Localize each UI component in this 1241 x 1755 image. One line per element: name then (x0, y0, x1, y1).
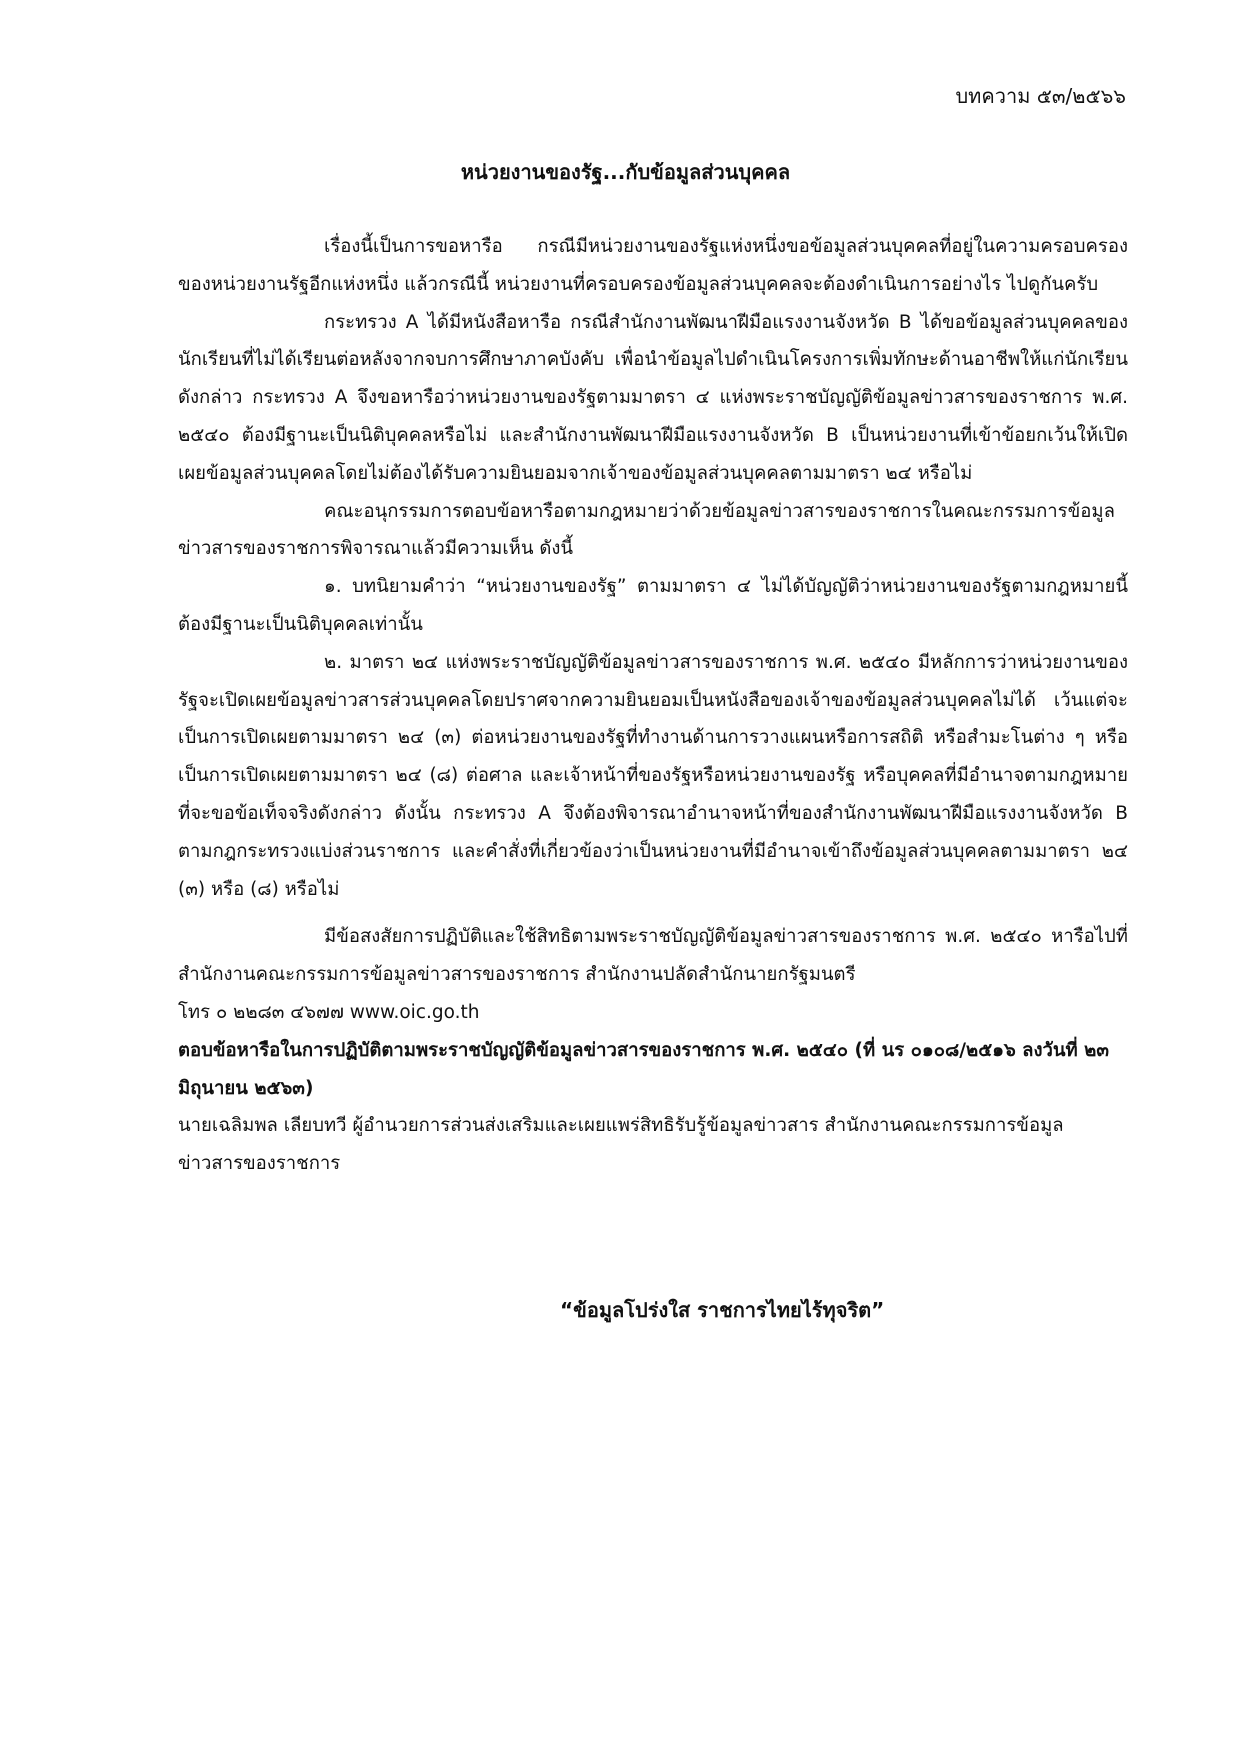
article-title: หน่วยงานของรัฐ...กับข้อมูลส่วนบุคคล (460, 160, 791, 184)
contact-line: โทร ๐ ๒๒๘๓ ๔๖๗๗ www.oic.go.th (178, 1001, 480, 1023)
article-number: บทความ ๕๓/๒๕๖๖ (955, 84, 1126, 108)
reference-citation: ตอบข้อหารือในการปฏิบัติตามพระราชบัญญัติข้อมูลข่าวสารของราชการ พ.ศ. ๒๕๔๐ (ที่ นร ๐๑๐๘/๒๕๑๖ ลงวันที่ ๒๓ มิถุนายน ๒๕๖๓) (178, 1039, 1110, 1099)
author-line: นายเฉลิมพล เลียบทวี ผู้อำนวยการส่วนส่งเสริมและเผยแพร่สิทธิรับรู้ข้อมูลข่าวสาร สำนักงานคณะกรรมการข้อมูลข่าวสารของราชการ (178, 1115, 1064, 1175)
paragraph-point-2: ๒. มาตรา ๒๔ แห่งพระราชบัญญัติข้อมูลข่าวสารของราชการ พ.ศ. ๒๕๔๐ มีหลักการว่าหน่วยงานของรัฐจะเปิดเผยข้อมูลข่าวสารส่วนบุคคลโดยปราศจากความยินยอมเป็นหนังสือของเจ้าของข้อมูลส่วนบุคคลไม่ได้ เว้นแต่จะเป็นการเปิดเผยตามมาตรา ๒๔ (๓) ต่อหน่วยงานของรัฐที่ทำงานด้านการวางแผนหรือการสถิติ หรือสำมะโนต่าง ๆ หรือเป็นการเปิดเผยตามมาตรา ๒๔ (๘) ต่อศาล และเจ้าหน้าที่ของรัฐหรือหน่วยงานของรัฐ หรือบุคคลที่มีอำนาจตามกฎหมายที่จะขอข้อเท็จจริงดังกล่าว ดังนั้น กระทรวง A จึงต้องพิจารณาอำนาจหน้าที่ของสำนักงานพัฒนาฝีมือแรงงานจังหวัด B ตามกฎกระทรวงแบ่งส่วนราชการ และคำสั่งที่เกี่ยวข้องว่าเป็นหน่วยงานที่มีอำนาจเข้าถึงข้อมูลส่วนบุคคลตามมาตรา ๒๔ (๓) หรือ (๘) หรือไม่ (178, 651, 1128, 900)
paragraph-inquiry: กระทรวง A ได้มีหนังสือหารือ กรณีสำนักงานพัฒนาฝีมือแรงงานจังหวัด B ได้ขอข้อมูลส่วนบุคคลของนักเรียนที่ไม่ได้เรียนต่อหลังจากจบการศึกษาภาคบังคับ เพื่อนำข้อมูลไปดำเนินโครงการเพิ่มทักษะด้านอาชีพให้แก่นักเรียนดังกล่าว กระทรวง A จึงขอหารือว่าหน่วยงานของรัฐตามมาตรา ๔ แห่งพระราชบัญญัติข้อมูลข่าวสารของราชการ พ.ศ. ๒๕๔๐ ต้องมีฐานะเป็นนิติบุคคลหรือไม่ และสำนักงานพัฒนาฝีมือแรงงานจังหวัด B เป็นหน่วยงานที่เข้าข้อยกเว้นให้เปิดเผยข้อมูลส่วนบุคคลโดยไม่ต้องได้รับความยินยอมจากเจ้าของข้อมูลส่วนบุคคลตามมาตรา ๒๔ หรือไม่ (178, 311, 1128, 484)
paragraph-point-1: ๑. บทนิยามคำว่า “หน่วยงานของรัฐ” ตามมาตรา ๔ ไม่ได้บัญญัติว่าหน่วยงานของรัฐตามกฎหมายนี้ต้องมีฐานะเป็นนิติบุคคลเท่านั้น (178, 576, 1128, 635)
paragraph-contact-info: มีข้อสงสัยการปฏิบัติและใช้สิทธิตามพระราชบัญญัติข้อมูลข่าวสารของราชการ พ.ศ. ๒๕๔๐ หารือไปที่สำนักงานคณะกรรมการข้อมูลข่าวสารของราชการ สำนักงานปลัดสำนักนายกรัฐมนตรี (178, 926, 1128, 986)
paragraph-intro: เรื่องนี้เป็นการขอหารือ กรณีมีหน่วยงานของรัฐแห่งหนึ่งขอข้อมูลส่วนบุคคลที่อยู่ในความครอบครองของหน่วยงานรัฐอีกแห่งหนึ่ง แล้วกรณีนี้ หน่วยงานที่ครอบครองข้อมูลส่วนบุคคลจะต้องดำเนินการอย่างไร ไปดูกันครับ (178, 236, 1128, 295)
slogan: “ข้อมูลโปร่งใส ราชการไทยไร้ทุจริต” (560, 1298, 885, 1322)
article-body (178, 228, 1128, 1183)
paragraph-committee-opinion: คณะอนุกรรมการตอบข้อหารือตามกฎหมายว่าด้วยข้อมูลข่าวสารของราชการในคณะกรรมการข้อมูลข่าวสารของราชการพิจารณาแล้วมีความเห็น ดังนี้ (178, 500, 1115, 560)
